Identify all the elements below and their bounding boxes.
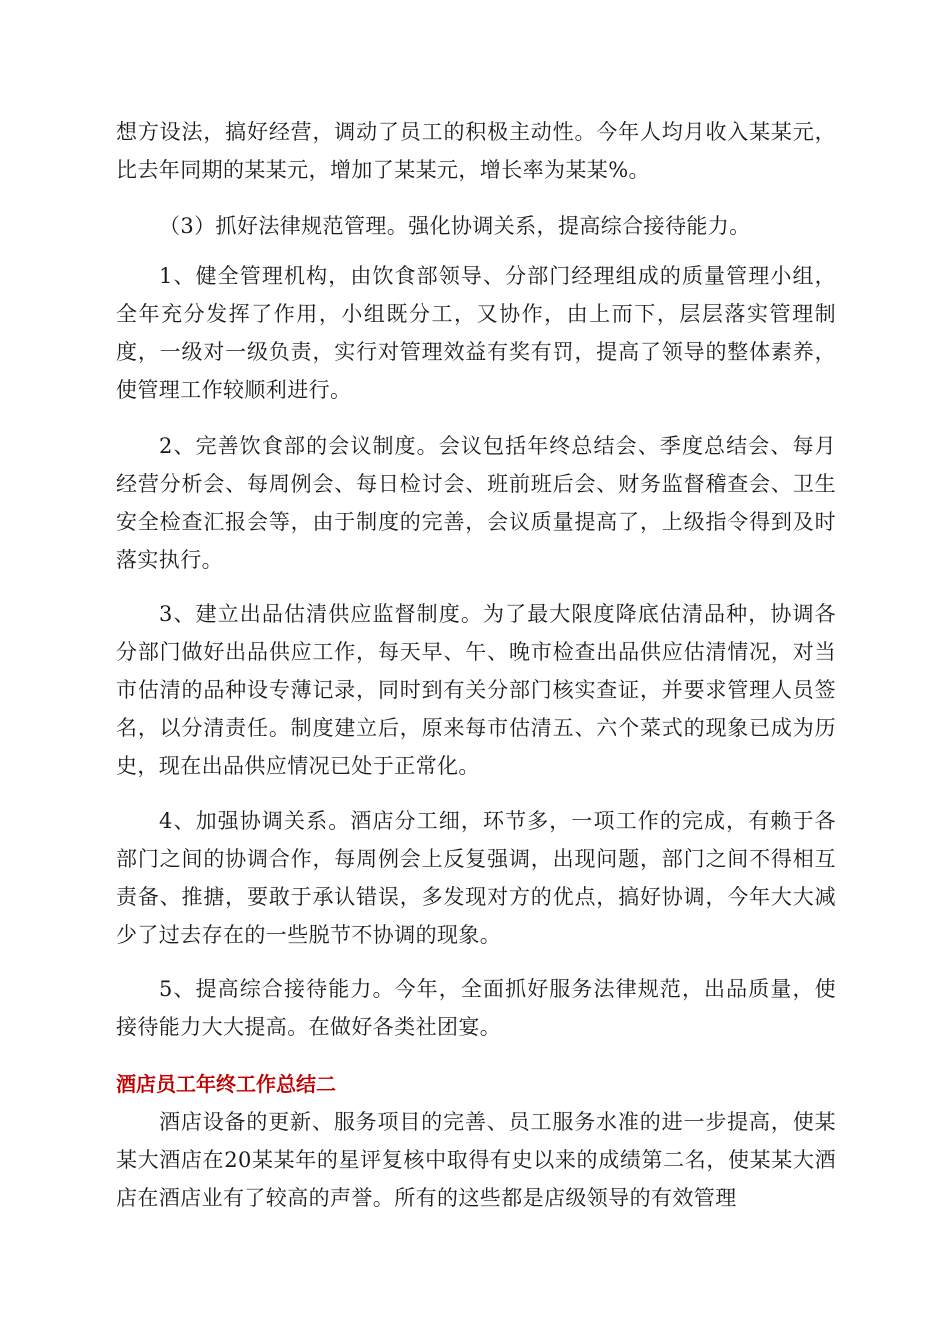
paragraph-section-2-intro: 酒店设备的更新、服务项目的完善、员工服务水准的进一步提高，使某某大酒店在20某某年的星评复核中取得有史以来的成绩第二名，使某某大酒店在酒店业有了较高的声誉。所有的这些都是店级领导的有效管理 [116, 1110, 836, 1210]
paragraph-continuation: 想方设法，搞好经营，调动了员工的积极主动性。今年人均月收入某某元，比去年同期的某某元，增加了某某元，增长率为某某%。 [116, 120, 836, 182]
paragraph-item-3: 3、建立出品估清供应监督制度。为了最大限度降底估清品种，协调各分部门做好出品供应工作，每天早、午、晚市检查出品供应估清情况，对当市估清的品种设专薄记录，同时到有关分部门核实查证，并要求管理人员签名，以分清责任。制度建立后，原来每市估清五、六个菜式的现象已成为历史，现在出品供应情况已处于正常化。 [116, 602, 836, 778]
paragraph-item-1: 1、健全管理机构，由饮食部领导、分部门经理组成的质量管理小组，全年充分发挥了作用，小组既分工，又协作，由上而下，层层落实管理制度，一级对一级负责，实行对管理效益有奖有罚，提高了领导的整体素养，使管理工作较顺利进行。 [116, 264, 836, 402]
paragraph-item-4: 4、加强协调关系。酒店分工细，环节多，一项工作的完成，有赖于各部门之间的协调合作，每周例会上反复强调，出现问题，部门之间不得相互责备、推搪，要敢于承认错误，多发现对方的优点，搞好协调，今年大大减少了过去存在的一些脱节不协调的现象。 [116, 809, 836, 947]
section-heading: 酒店员工年终工作总结二 [116, 1072, 336, 1096]
paragraph-item-2: 2、完善饮食部的会议制度。会议包括年终总结会、季度总结会、每月经营分析会、每周例会、每日检讨会、班前班后会、财务监督稽查会、卫生安全检查汇报会等，由于制度的完善，会议质量提高了，上级指令得到及时落实执行。 [116, 434, 836, 572]
paragraph-section-3-title: （3）抓好法律规范管理。强化协调关系，提高综合接待能力。 [159, 214, 751, 238]
paragraph-item-5: 5、提高综合接待能力。今年，全面抓好服务法律规范，出品质量，使接待能力大大提高。在做好各类社团宴。 [116, 977, 836, 1039]
